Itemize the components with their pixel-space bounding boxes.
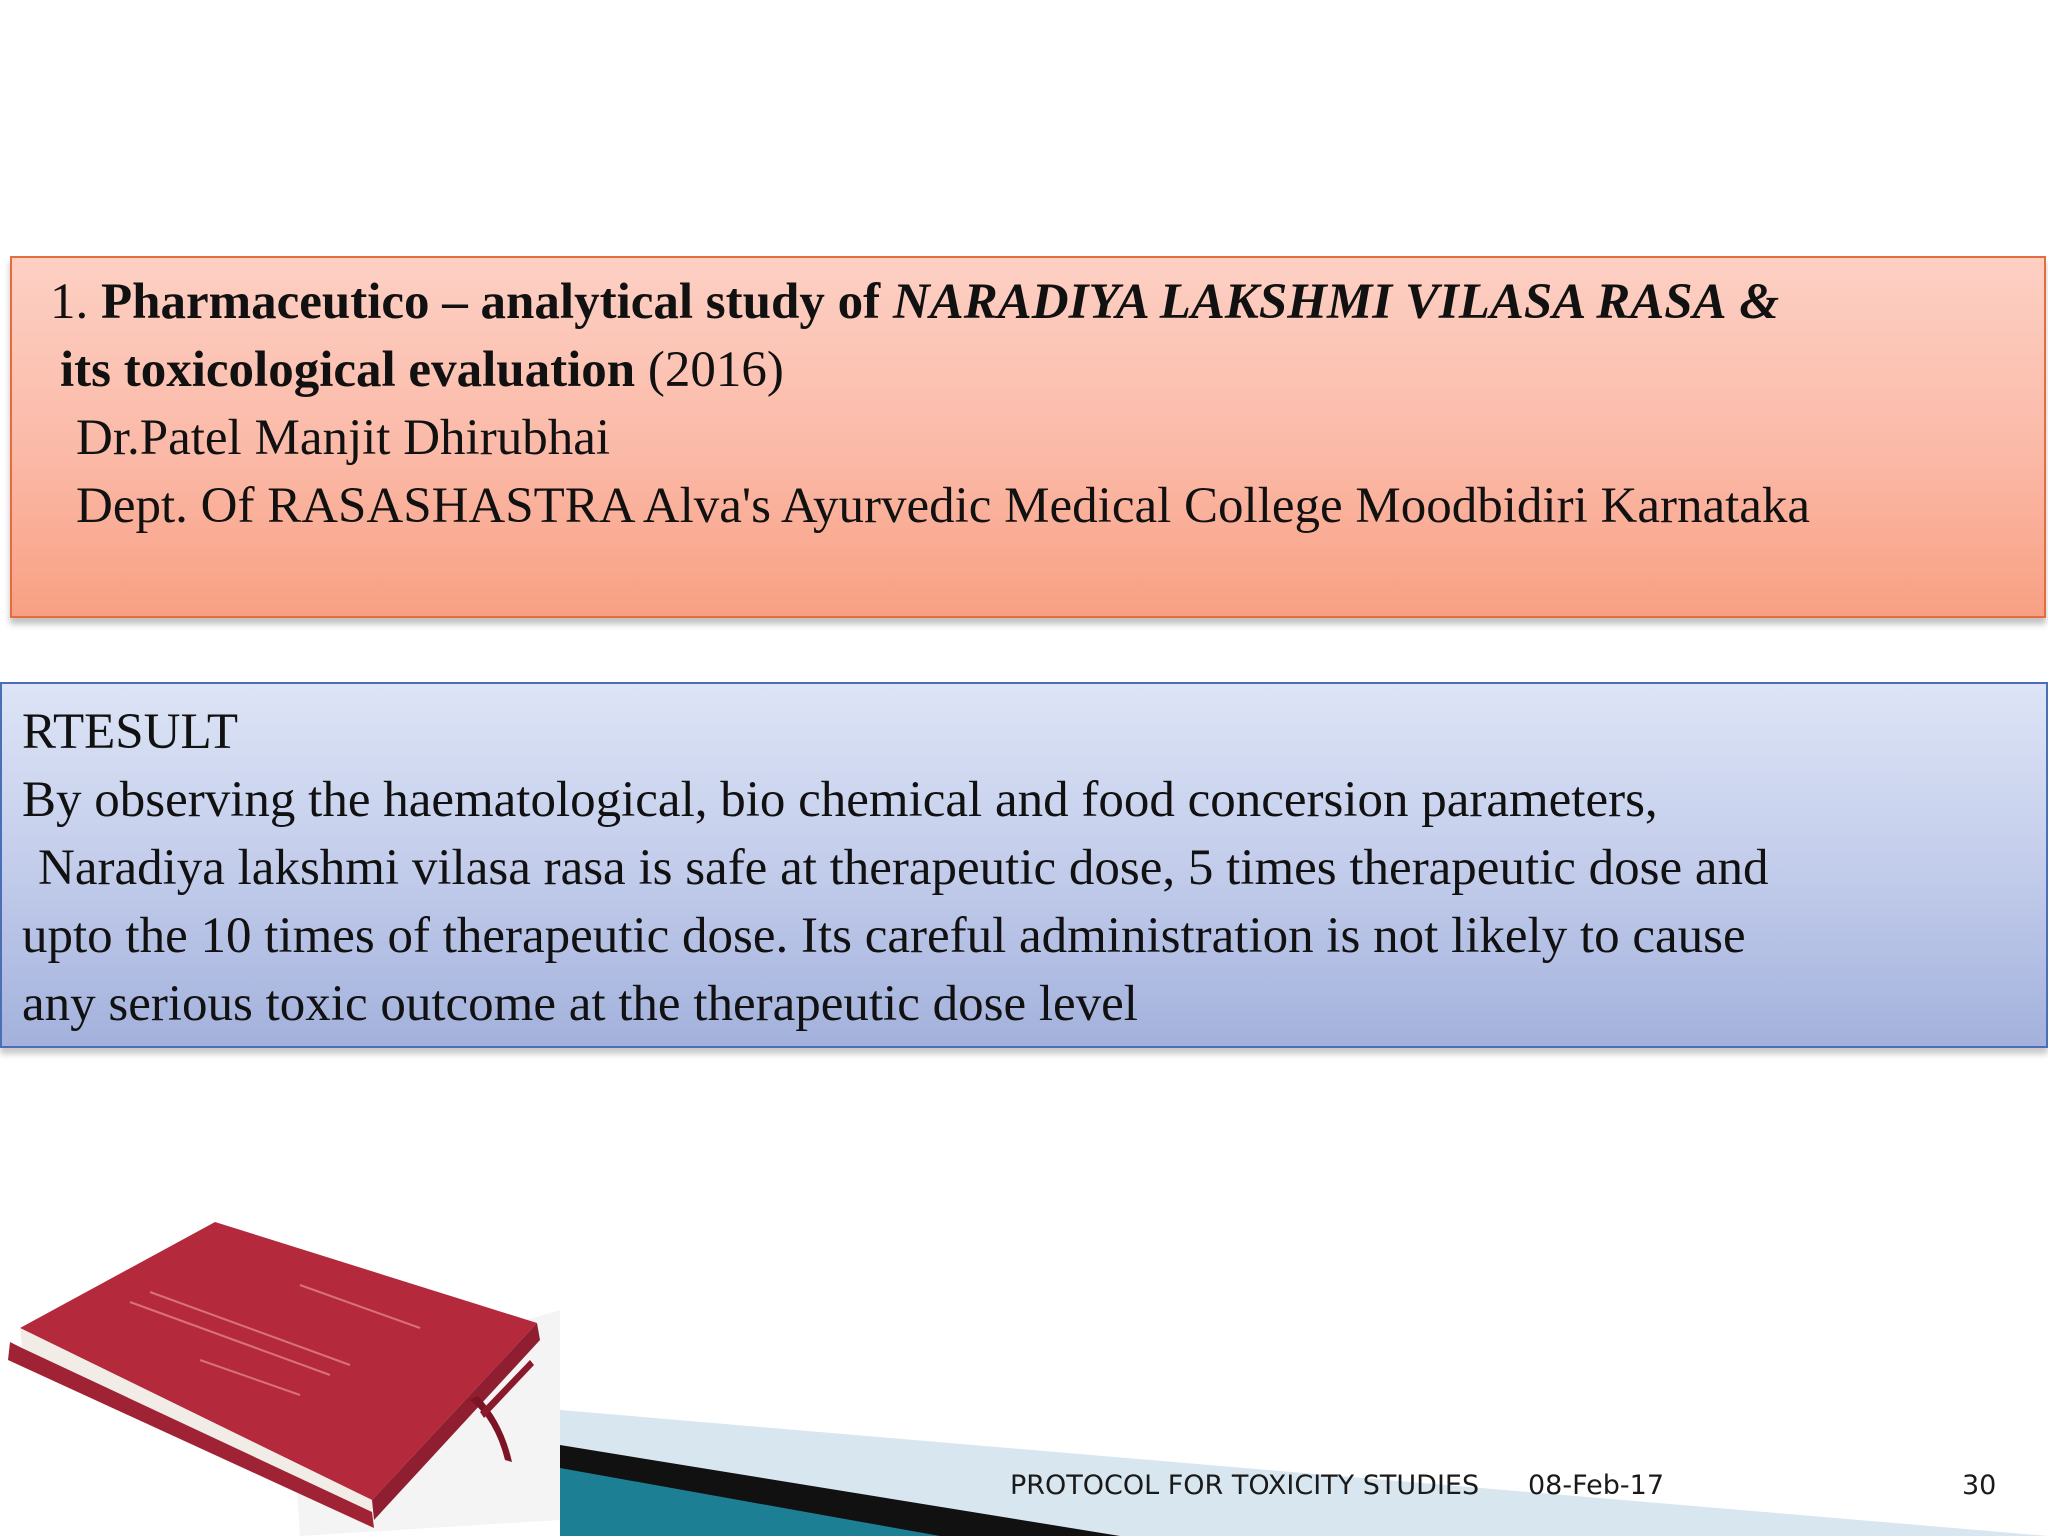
result-heading: RTESULT bbox=[22, 704, 239, 760]
page-number: 30 bbox=[1962, 1470, 1997, 1501]
thesis-book-icon bbox=[0, 1210, 560, 1536]
study-info-box bbox=[10, 256, 2046, 618]
study-department: Dept. Of RASASHASTRA Alva's Ayurvedic Medical College Moodbidiri Karnataka bbox=[76, 478, 1811, 534]
footer-title: PROTOCOL FOR TOXICITY STUDIES bbox=[1010, 1470, 1480, 1501]
result-box bbox=[0, 682, 2048, 1048]
result-line-2: Naradiya lakshmi vilasa rasa is safe at therapeutic dose, 5 times therapeutic dose and bbox=[38, 840, 1769, 896]
study-title-line-2 bbox=[12, 336, 2044, 404]
study-year: (2016) bbox=[647, 342, 784, 398]
study-title-part-2: its toxicological evaluation bbox=[60, 342, 636, 398]
study-title-italic: NARADIYA LAKSHMI VILASA RASA bbox=[892, 274, 1727, 330]
study-number: 1. bbox=[50, 274, 89, 330]
study-title-line-1 bbox=[12, 268, 2044, 336]
result-line-1: By observing the haematological, bio chemical and food concersion parameters, bbox=[22, 772, 1658, 828]
study-title-part-1: Pharmaceutico – analytical study of bbox=[101, 274, 881, 330]
study-author: Dr.Patel Manjit Dhirubhai bbox=[76, 410, 611, 466]
study-title-ampersand: & bbox=[1739, 274, 1780, 330]
result-line-3: upto the 10 times of therapeutic dose. Its careful administration is not likely to cause bbox=[22, 908, 1746, 964]
result-line-4: any serious toxic outcome at the therapeutic dose level bbox=[22, 976, 1138, 1032]
footer-date: 08-Feb-17 bbox=[1528, 1470, 1665, 1501]
